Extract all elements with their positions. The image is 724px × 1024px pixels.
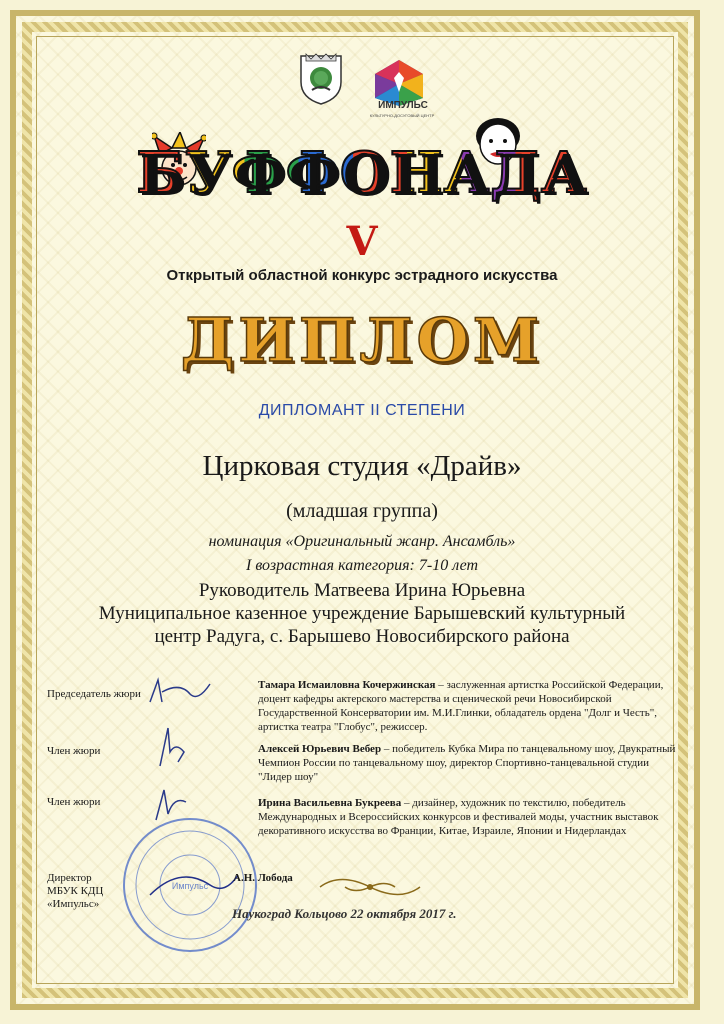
jury-text-chair: – заслуженная артистка Российской Федерации, доцент кафедры актерского мастерства и сценической речи Новосибирской Государственной Консерватории им. М.И.Глинки, обладатель ордена "Долг и Честь", артистка театра "Глобус", режиссер.: [258, 679, 664, 733]
official-stamp-icon: [120, 815, 260, 955]
festival-title-text: БУФФОНАДА: [136, 140, 588, 206]
nomination: номинация «Оригинальный жанр. Ансамбль»: [208, 533, 516, 550]
recipient-group: (младшая группа): [286, 500, 438, 522]
signature-chair-icon: [140, 672, 220, 712]
jury-desc-member-1: [258, 742, 678, 784]
director-line-1: Директор: [47, 872, 92, 884]
jury-text-member-2: – дизайнер, художник по текстилю, победитель Международных и Всероссийских конкурсов и фестивалей моды, участник выставок декоративного искусства во Франции, Китае, Израиле, Японии и Нидерландах: [258, 797, 659, 837]
place-and-date: Наукоград Кольцово 22 октября 2017 г.: [232, 906, 457, 921]
contest-name: Открытый областной конкурс эстрадного искусства: [166, 267, 558, 284]
diploma-title: ДИПЛОМ: [180, 306, 544, 376]
jury-text-member-1: – победитель Кубка Мира по танцевальному шоу, Двукратный Чемпион России по танцевальному шоу, директор Спортивно-танцевальной студии "Лидер шоу": [258, 743, 676, 783]
jury-role-chair: Председатель жюри: [47, 688, 141, 700]
impuls-logo-name: ИМПУЛЬС: [378, 100, 428, 111]
svg-text:Импульс: Импульс: [171, 881, 209, 891]
impuls-logo-subtitle: КУЛЬТУРНО-ДОСУГОВЫЙ ЦЕНТР: [369, 113, 435, 118]
diploma-degree: ДИПЛОМАНТ II СТЕПЕНИ: [258, 402, 466, 419]
festival-title: [0, 140, 724, 206]
jury-name-chair: Тамара Исмаиловна Кочержинская: [258, 679, 436, 691]
jury-name-member-2: Ирина Васильевна Букреева: [258, 797, 402, 809]
edition-number: V: [346, 218, 378, 265]
director-line-2: МБУК КДЦ: [47, 885, 104, 897]
director-line-3: «Импульс»: [47, 898, 100, 910]
age-category: I возрастная категория: 7-10 лет: [245, 557, 479, 574]
director-name: А.Н. Лобода: [233, 872, 293, 884]
leader-name: Руководитель Матвеева Ирина Юрьевна: [198, 580, 526, 601]
signature-member-1-icon: [140, 722, 200, 772]
ornament-icon: [310, 872, 430, 902]
director-title: [47, 872, 103, 911]
organization-line-2: центр Радуга, с. Барышево Новосибирского района: [154, 626, 570, 647]
organization-line-1: Муниципальное казенное учреждение Барышевский культурный: [98, 603, 626, 624]
jury-role-member-1: Член жюри: [47, 745, 101, 757]
jury-desc-chair: [258, 678, 678, 734]
recipient-name: Цирковая студия «Драйв»: [202, 450, 522, 482]
city-emblem-icon: [298, 52, 344, 106]
jury-role-member-2: Член жюри: [47, 796, 101, 808]
jury-name-member-1: Алексей Юрьевич Вебер: [258, 743, 382, 755]
jury-desc-member-2: [258, 796, 678, 838]
